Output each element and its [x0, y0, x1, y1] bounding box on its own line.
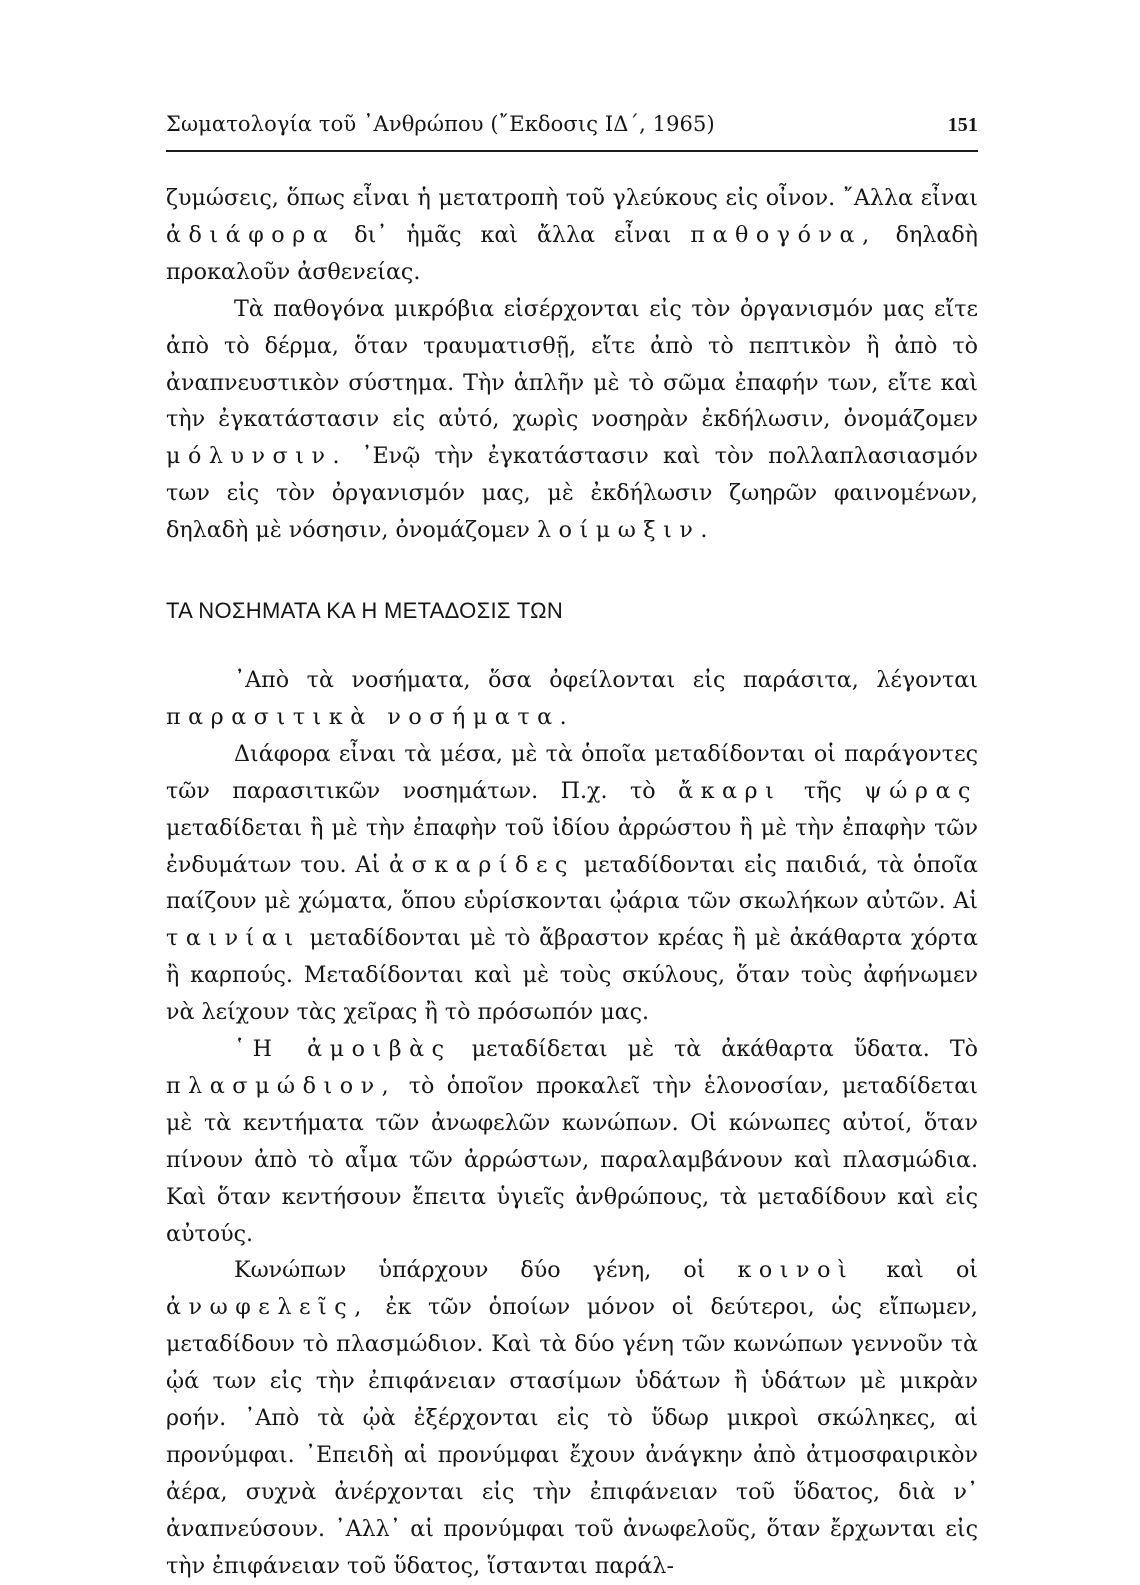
text-run: τῆς — [803, 777, 842, 804]
text-run: Διάφορα εἶναι τὰ μέσα, μὲ τὰ ὁποῖα μεταδίδονται οἱ παράγοντες τῶν παρασιτικῶν νοσημάτων. Π.χ. τὸ — [166, 740, 978, 804]
paragraph-1 — [166, 180, 978, 291]
header-rule — [166, 150, 978, 152]
text-run: δι᾿ ἡμᾶς καὶ ἄλλα εἶναι — [354, 221, 672, 248]
spaced-term: ἀδιάφορα — [166, 221, 336, 248]
spaced-term: ἄκαρι — [678, 777, 782, 804]
spaced-term: παρασιτικὰ νοσήματα. — [166, 703, 575, 730]
spaced-term: λοίμωξιν. — [536, 517, 715, 544]
text-run: Κωνώπων ὑπάρχουν δύο γένη, οἱ — [234, 1257, 706, 1284]
running-header — [166, 112, 978, 136]
text-run: ἐκ τῶν ὁποίων μόνον οἱ δεύτεροι, ὡς εἴπωμεν, μεταδίδουν τὸ πλασμώδιον. Καὶ τὰ δύο γένη τῶν κωνώπων γεννοῦν τὰ ᾠά των εἰς τὴν ἐπιφάνειαν στασίμων ὑδάτων ἢ ὑδάτων μὲ μικρὰν ροήν. ᾿Απὸ τὰ ᾠὰ ἐξέρχονται εἰς τὸ ὕδωρ μικροὶ σκώληκες, αἱ προνύμφαι. ᾿Επειδὴ αἱ προνύμφαι ἔχουν ἀνάγκην ἀπὸ ἀτμοσφαιρικὸν ἀέρα, συχνὰ ἀνέρχονται εἰς τὴν ἐπιφάνειαν τοῦ ὕδατος, διὰ ν᾿ ἀναπνεύσουν. ᾿Αλλ᾿ αἱ προνύμφαι τοῦ ἀνωφελοῦς, ὅταν ἔρχωνται εἰς τὴν ἐπιφάνειαν τοῦ ὕδατος, ἵστανται παράλ- — [166, 1294, 978, 1579]
text-run: μεταδίδεται ἢ μὲ τὴν ἐπαφὴν τοῦ ἰδίου ἀρρώστου ἢ μὲ τὴν ἐπαφὴν τῶν ἐνδυμάτων του. Αἱ — [166, 814, 978, 878]
header-title: Σωματολογία τοῦ ᾿Ανθρώπου (῎Εκδοσις ΙΔ΄, 1965) — [166, 112, 715, 136]
text-run: ᾿Ενῷ τὴν ἐγκατάστασιν καὶ τὸν πολλαπλασιασμόν των εἰς τὸν ὀργανισμόν μας, μὲ ἐκδήλωσιν ζωηρῶν φαινομένων, δηλαδὴ μὲ νόσησιν, ὀνομάζομεν — [166, 443, 978, 544]
text-run: δηλαδὴ προκαλοῦν ἀσθενείας. — [166, 221, 978, 285]
paragraph-4 — [166, 736, 978, 1031]
paragraph-6 — [166, 1252, 978, 1584]
section-heading: ΤΑ ΝΟΣΗΜΑΤΑ ΚΑ Η ΜΕΤΑΔΟΣΙΣ ΤΩΝ — [166, 598, 564, 624]
spaced-term: ταινίαι — [166, 925, 301, 952]
spaced-term: μόλυνσιν. — [166, 443, 348, 470]
paragraph-2 — [166, 291, 978, 549]
spaced-term: ψώρας — [864, 777, 978, 804]
spaced-term: ἀσκαρίδες — [389, 851, 575, 878]
spaced-term: ἀνωφελεῖς, — [166, 1294, 369, 1321]
text-run: τὸ ὁποῖον προκαλεῖ τὴν ἑλονοσίαν, μεταδίδεται μὲ τὰ κεντήματα τῶν ἀνωφελῶν κωνώπων. Οἱ κώνωπες αὐτοί, ὅταν πίνουν ἀπὸ τὸ αἷμα τῶν ἀρρώστων, παραλαμβάνουν καὶ πλασμώδια. Καὶ ὅταν κεντήσουν ἔπειτα ὑγιεῖς ἀνθρώπους, τὰ μεταδίδουν καὶ εἰς αὐτούς. — [166, 1072, 978, 1247]
paragraph-5 — [166, 1031, 978, 1252]
text-run: μεταδίδεται μὲ τὰ ἀκάθαρτα ὕδατα. Τὸ — [471, 1036, 978, 1063]
spaced-term: κοινοὶ — [737, 1257, 855, 1284]
text-run: ᾿Απὸ τὰ νοσήματα, ὅσα ὀφείλονται εἰς παράσιτα, λέγονται — [234, 666, 978, 693]
text-run: Τὰ παθογόνα μικρόβια εἰσέρχονται εἰς τὸν ὀργανισμόν μας εἴτε ἀπὸ τὸ δέρμα, ὅταν τραυματισθῇ, εἴτε ἀπὸ τὸ πεπτικὸν ἢ ἀπὸ τὸ ἀναπνευστικὸν σύστημα. Τὴν ἁπλῆν μὲ τὸ σῶμα ἐπαφήν των, εἴτε καὶ τὴν ἐγκατάστασιν εἰς αὐτό, χωρὶς νοσηρὰν ἐκδήλωσιν, ὀνομάζομεν — [166, 295, 978, 433]
spaced-term: ῾Η ἀμοιβὰς — [234, 1036, 452, 1063]
text-run: ζυμώσεις, ὅπως εἶναι ἡ μετατροπὴ τοῦ γλεύκους εἰς οἶνον. ῎Αλλα εἶναι — [166, 185, 978, 211]
paragraph-3 — [166, 662, 978, 736]
spaced-term: παθογόνα, — [690, 221, 877, 248]
page-number: 151 — [947, 114, 978, 136]
text-run: μεταδίδονται εἰς παιδιά, τὰ ὁποῖα παίζουν μὲ χώματα, ὅπου εὑρίσκονται ᾠάρια τῶν σκωλήκων αὐτῶν. Αἱ — [166, 851, 978, 915]
page-body — [166, 180, 978, 1585]
text-run: καὶ οἱ — [886, 1257, 978, 1284]
spaced-term: πλασμώδιον, — [166, 1072, 397, 1099]
text-run: μεταδίδονται μὲ τὸ ἄβραστον κρέας ἢ μὲ ἀκάθαρτα χόρτα ἢ καρπούς. Μεταδίδονται καὶ μὲ τοὺς σκύλους, ὅταν τοὺς ἀφήνωμεν νὰ λείχουν τὰς χεῖρας ἢ τὸ πρόσωπόν μας. — [166, 925, 978, 1026]
